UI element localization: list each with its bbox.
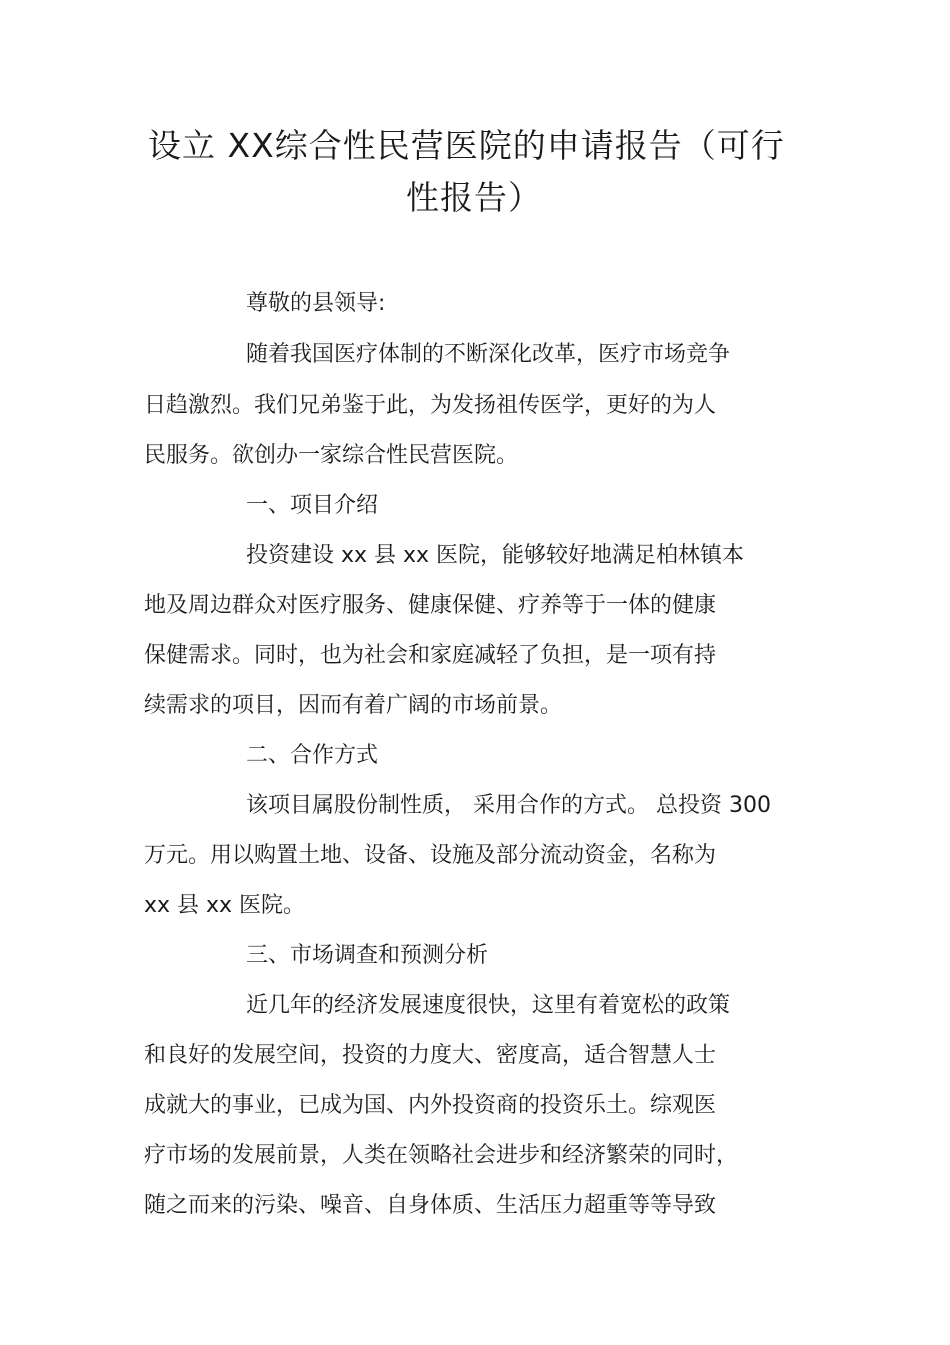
body-line: 保健需求。同时，也为社会和家庭减轻了负担，是一项有持 bbox=[144, 643, 717, 668]
body-line: 随着我国医疗体制的不断深化改革，医疗市场竞争 bbox=[246, 342, 731, 367]
body-line: 近几年的经济发展速度很快，这里有着宽松的政策 bbox=[246, 993, 731, 1018]
body-line: 日趋激烈。我们兄弟鉴于此，为发扬祖传医学，更好的为人 bbox=[144, 393, 717, 418]
section-heading: 二、合作方式 bbox=[246, 743, 379, 768]
body-line: 续需求的项目，因而有着广阔的市场前景。 bbox=[144, 693, 563, 718]
section-heading: 三、市场调查和预测分析 bbox=[246, 943, 489, 968]
body-line: 投资建设 xx 县 xx 医院，能够较好地满足柏林镇本 bbox=[246, 543, 745, 568]
body-line: 该项目属股份制性质， 采用合作的方式。 总投资 300 bbox=[246, 793, 771, 818]
body-line: xx 县 xx 医院。 bbox=[144, 893, 306, 918]
document-title-line-1: 设立 XX综合性民营医院的申请报告（可行 bbox=[148, 126, 785, 165]
body-line: 疗市场的发展前景，人类在领略社会进步和经济繁荣的同时， bbox=[144, 1143, 739, 1168]
body-line: 民服务。欲创办一家综合性民营医院。 bbox=[144, 443, 519, 468]
body-line: 成就大的事业，已成为国、内外投资商的投资乐土。综观医 bbox=[144, 1093, 717, 1118]
body-line: 和良好的发展空间，投资的力度大、密度高，适合智慧人士 bbox=[144, 1043, 717, 1068]
body-line: 地及周边群众对医疗服务、健康保健、疗养等于一体的健康 bbox=[144, 593, 717, 618]
body-line: 万元。用以购置土地、设备、设施及部分流动资金，名称为 bbox=[144, 843, 717, 868]
salutation: 尊敬的县领导: bbox=[246, 291, 386, 316]
document-title-line-2: 性报告） bbox=[406, 178, 542, 217]
body-line: 随之而来的污染、噪音、自身体质、生活压力超重等等导致 bbox=[144, 1193, 717, 1218]
section-heading: 一、项目介绍 bbox=[246, 493, 379, 518]
